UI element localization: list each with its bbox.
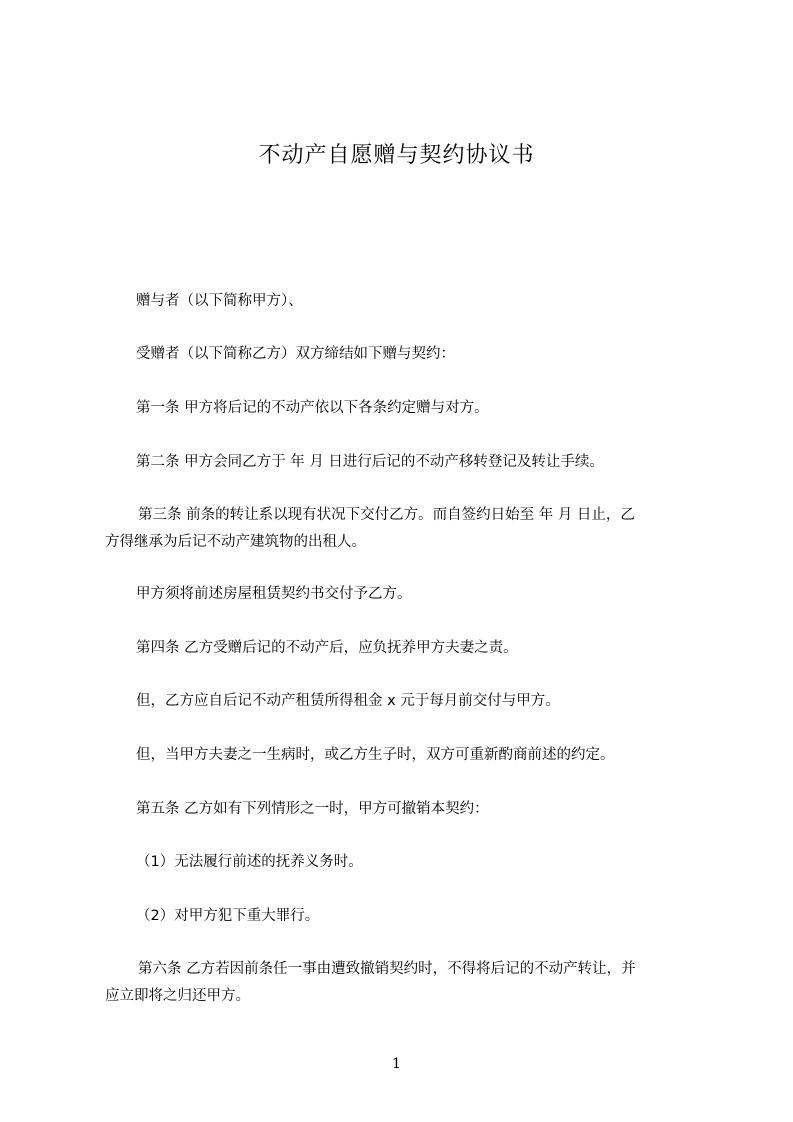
paragraph-article-3 — [105, 502, 705, 556]
paragraph-article-1: 第一条 甲方将后记的不动产依以下各条约定赠与对方。 — [136, 400, 489, 416]
paragraph-donor: 赠与者（以下简称甲方）、 — [136, 293, 303, 309]
list-item-condition-1: （1）无法履行前述的抚养义务时。 — [136, 854, 363, 870]
article-6-line-2: 应立即将之归还甲方。 — [105, 988, 250, 1004]
paragraph-recipient: 受赠者（以下简称乙方）双方缔结如下赠与契约： — [136, 346, 455, 362]
paragraph-lease-handover: 甲方须将前述房屋租赁契约书交付予乙方。 — [136, 586, 412, 602]
paragraph-renegotiation: 但，当甲方夫妻之一生病时，或乙方生子时，双方可重新酌商前述的约定。 — [136, 747, 615, 763]
article-6-line-1: 第六条 乙方若因前条任一事由遭致撤销契约时，不得将后记的不动产转让，并 — [138, 961, 636, 977]
paragraph-article-4: 第四条 乙方受赠后记的不动产后，应负抚养甲方夫妻之责。 — [136, 640, 518, 656]
paragraph-article-6 — [105, 956, 705, 1010]
paragraph-rent-clause: 但，乙方应自后记不动产租赁所得租金 x 元于每月前交付与甲方。 — [136, 693, 560, 709]
document-title: 不动产自愿赠与契约协议书 — [258, 143, 535, 168]
article-3-line-2: 方得继承为后记不动产建筑物的出租人。 — [105, 534, 366, 550]
page-number: 1 — [392, 1056, 401, 1072]
list-item-condition-2: （2）对甲方犯下重大罪行。 — [136, 908, 320, 924]
article-3-line-1: 第三条 前条的转让系以现有状况下交付乙方。而自签约日始至 年 月 日止，乙 — [138, 507, 635, 523]
paragraph-article-2: 第二条 甲方会同乙方于 年 月 日进行后记的不动产移转登记及转让手续。 — [136, 454, 604, 470]
paragraph-article-5: 第五条 乙方如有下列情形之一时，甲方可撤销本契约： — [136, 801, 489, 817]
